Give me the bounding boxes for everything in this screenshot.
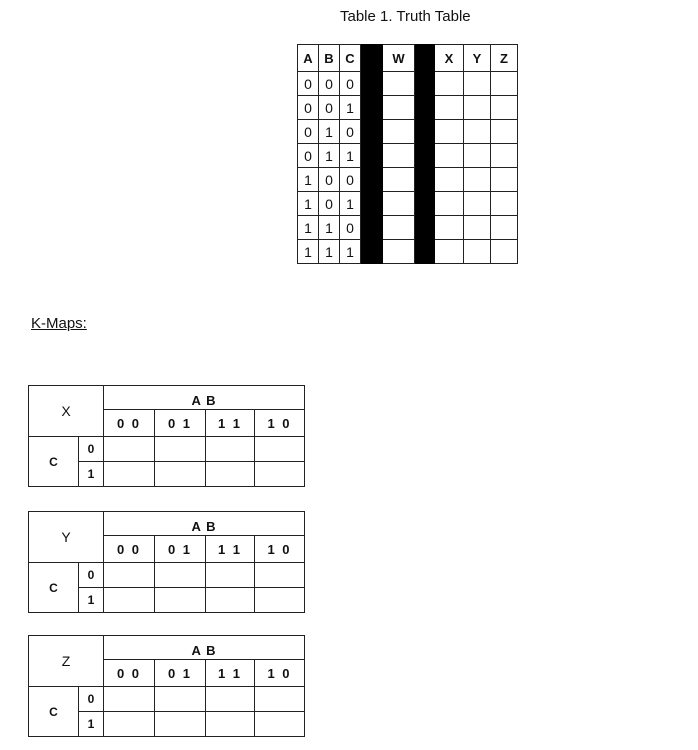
kmap-cell[interactable]	[104, 687, 155, 712]
kmap-cell[interactable]	[155, 563, 206, 588]
cell-a: 1	[298, 216, 319, 240]
cell-y[interactable]	[464, 192, 491, 216]
kmap-col-header: 1 0	[255, 660, 305, 687]
header-a: A	[298, 45, 319, 72]
divider-cell	[415, 72, 435, 96]
cell-b: 0	[319, 168, 340, 192]
kmap-cell[interactable]	[104, 437, 155, 462]
divider-cell	[415, 168, 435, 192]
cell-x[interactable]	[435, 192, 464, 216]
cell-x[interactable]	[435, 72, 464, 96]
kmap-group-label: A B	[104, 636, 305, 660]
divider-cell	[361, 96, 383, 120]
cell-z[interactable]	[491, 120, 518, 144]
cell-b: 0	[319, 96, 340, 120]
divider-cell	[361, 45, 383, 72]
cell-z[interactable]	[491, 192, 518, 216]
kmap-col-header: 1 1	[206, 410, 255, 437]
header-w: W	[383, 45, 415, 72]
kmap-row-header: 0	[79, 687, 104, 712]
kmap-cell[interactable]	[255, 563, 305, 588]
cell-x[interactable]	[435, 240, 464, 264]
truth-table-caption: Table 1. Truth Table	[340, 8, 471, 25]
cell-y[interactable]	[464, 144, 491, 168]
kmap-cell[interactable]	[206, 687, 255, 712]
cell-x[interactable]	[435, 144, 464, 168]
kmap-row-var: C	[29, 687, 79, 737]
cell-y[interactable]	[464, 72, 491, 96]
truth-table	[297, 44, 518, 264]
cell-c: 1	[340, 240, 361, 264]
divider-cell	[415, 216, 435, 240]
kmap-cell[interactable]	[104, 588, 155, 613]
header-z: Z	[491, 45, 518, 72]
cell-b: 1	[319, 144, 340, 168]
cell-z[interactable]	[491, 216, 518, 240]
divider-cell	[415, 192, 435, 216]
kmap-col-header: 0 1	[155, 660, 206, 687]
header-c: C	[340, 45, 361, 72]
cell-c: 0	[340, 216, 361, 240]
cell-a: 0	[298, 96, 319, 120]
cell-z[interactable]	[491, 144, 518, 168]
kmap-cell[interactable]	[255, 437, 305, 462]
kmap-row-var: C	[29, 563, 79, 613]
divider-cell	[415, 45, 435, 72]
cell-z[interactable]	[491, 168, 518, 192]
kmap-col-header: 1 0	[255, 536, 305, 563]
divider-cell	[415, 240, 435, 264]
cell-a: 1	[298, 240, 319, 264]
cell-w[interactable]	[383, 168, 415, 192]
kmap-cell[interactable]	[155, 437, 206, 462]
kmap-cell[interactable]	[206, 563, 255, 588]
kmap-row-header: 1	[79, 712, 104, 737]
divider-cell	[415, 96, 435, 120]
cell-c: 1	[340, 192, 361, 216]
kmap-row-header: 0	[79, 563, 104, 588]
cell-z[interactable]	[491, 72, 518, 96]
kmap-group-label: A B	[104, 386, 305, 410]
cell-a: 0	[298, 120, 319, 144]
cell-w[interactable]	[383, 192, 415, 216]
cell-y[interactable]	[464, 96, 491, 120]
divider-cell	[361, 216, 383, 240]
kmap-col-header: 0 0	[104, 660, 155, 687]
cell-b: 1	[319, 216, 340, 240]
kmap-cell[interactable]	[255, 462, 305, 487]
table-row	[298, 120, 518, 144]
cell-z[interactable]	[491, 240, 518, 264]
cell-z[interactable]	[491, 96, 518, 120]
cell-c: 1	[340, 144, 361, 168]
cell-w[interactable]	[383, 96, 415, 120]
cell-x[interactable]	[435, 216, 464, 240]
divider-cell	[415, 120, 435, 144]
cell-w[interactable]	[383, 120, 415, 144]
cell-b: 0	[319, 72, 340, 96]
cell-y[interactable]	[464, 120, 491, 144]
table-row	[298, 192, 518, 216]
cell-w[interactable]	[383, 144, 415, 168]
cell-c: 0	[340, 168, 361, 192]
kmap-z	[28, 635, 305, 737]
cell-a: 1	[298, 192, 319, 216]
cell-c: 1	[340, 96, 361, 120]
kmap-cell[interactable]	[206, 588, 255, 613]
kmap-cell[interactable]	[206, 462, 255, 487]
kmap-x	[28, 385, 305, 487]
cell-y[interactable]	[464, 240, 491, 264]
kmap-col-header: 0 1	[155, 536, 206, 563]
cell-a: 0	[298, 144, 319, 168]
kmap-cell[interactable]	[206, 712, 255, 737]
table-row	[298, 240, 518, 264]
kmap-cell[interactable]	[255, 687, 305, 712]
kmap-row-header: 0	[79, 437, 104, 462]
kmap-col-header: 1 1	[206, 536, 255, 563]
kmap-col-header: 0 0	[104, 536, 155, 563]
divider-cell	[361, 240, 383, 264]
divider-cell	[361, 144, 383, 168]
cell-c: 0	[340, 72, 361, 96]
kmap-cell[interactable]	[255, 712, 305, 737]
table-row	[298, 144, 518, 168]
kmap-col-header: 1 1	[206, 660, 255, 687]
divider-cell	[361, 72, 383, 96]
cell-y[interactable]	[464, 168, 491, 192]
header-y: Y	[464, 45, 491, 72]
kmap-y	[28, 511, 305, 613]
header-b: B	[319, 45, 340, 72]
kmap-group-label: A B	[104, 512, 305, 536]
table-row	[298, 168, 518, 192]
cell-a: 1	[298, 168, 319, 192]
kmap-row-header: 1	[79, 588, 104, 613]
kmap-cell[interactable]	[206, 437, 255, 462]
header-x: X	[435, 45, 464, 72]
kmap-col-header: 1 0	[255, 410, 305, 437]
kmap-cell[interactable]	[104, 712, 155, 737]
divider-cell	[361, 120, 383, 144]
table-row	[298, 72, 518, 96]
cell-x[interactable]	[435, 120, 464, 144]
kmap-cell[interactable]	[104, 462, 155, 487]
kmap-row-header: 1	[79, 462, 104, 487]
cell-x[interactable]	[435, 96, 464, 120]
cell-w[interactable]	[383, 216, 415, 240]
kmap-row-var: C	[29, 437, 79, 487]
kmap-cell[interactable]	[155, 687, 206, 712]
kmap-output-label: X	[29, 386, 104, 437]
kmap-output-label: Y	[29, 512, 104, 563]
table-row	[298, 216, 518, 240]
cell-c: 0	[340, 120, 361, 144]
kmap-col-header: 0 0	[104, 410, 155, 437]
cell-a: 0	[298, 72, 319, 96]
kmap-col-header: 0 1	[155, 410, 206, 437]
cell-b: 0	[319, 192, 340, 216]
cell-b: 1	[319, 240, 340, 264]
kmap-cell[interactable]	[255, 588, 305, 613]
cell-x[interactable]	[435, 168, 464, 192]
divider-cell	[361, 168, 383, 192]
kmap-cell[interactable]	[104, 563, 155, 588]
kmap-cell[interactable]	[155, 588, 206, 613]
cell-b: 1	[319, 120, 340, 144]
kmap-cell[interactable]	[155, 712, 206, 737]
cell-w[interactable]	[383, 240, 415, 264]
divider-cell	[415, 144, 435, 168]
divider-cell	[361, 192, 383, 216]
table-row	[298, 96, 518, 120]
cell-w[interactable]	[383, 72, 415, 96]
cell-y[interactable]	[464, 216, 491, 240]
kmap-output-label: Z	[29, 636, 104, 687]
kmaps-heading: K-Maps:	[31, 315, 87, 332]
kmap-cell[interactable]	[155, 462, 206, 487]
